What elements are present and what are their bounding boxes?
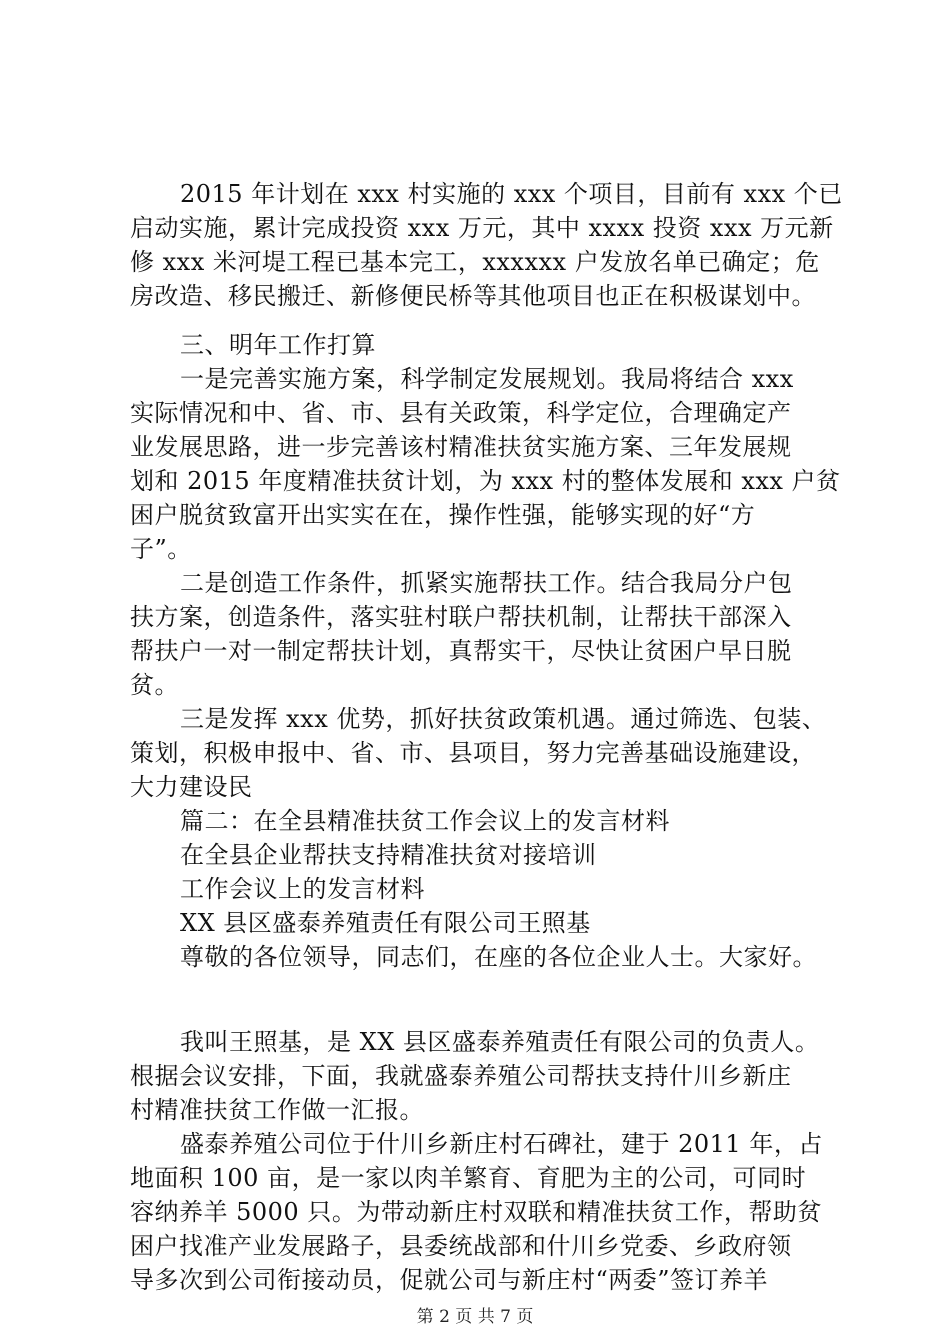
body-text-line: 贫。 <box>130 671 179 699</box>
speaker-line: XX 县区盛泰养殖责任有限公司王照基 <box>180 909 591 937</box>
body-text-line: 帮扶户一对一制定帮扶计划，真帮实干，尽快让贫困户早日脱 <box>130 637 792 665</box>
body-text-line: 房改造、移民搬迁、新修便民桥等其他项目也正在积极谋划中。 <box>130 282 816 310</box>
body-text-line: 地面积 100 亩，是一家以肉羊繁育、育肥为主的公司，可同时 <box>130 1164 807 1192</box>
body-text-line: 2015 年计划在 xxx 村实施的 xxx 个项目，目前有 xxx 个已 <box>180 180 843 208</box>
body-text-line: 一是完善实施方案，科学制定发展规划。我局将结合 xxx <box>180 365 794 393</box>
body-text-line: 子”。 <box>130 535 192 563</box>
body-text-line: 容纳养羊 5000 只。为带动新庄村双联和精准扶贫工作，帮助贫 <box>130 1198 822 1226</box>
greeting-line: 尊敬的各位领导，同志们，在座的各位企业人士。大家好。 <box>180 943 817 971</box>
body-text-line: 策划，积极申报中、省、市、县项目，努力完善基础设施建设， <box>130 739 816 767</box>
page-number-footer: 第 2 页 共 7 页 <box>416 1307 534 1327</box>
body-text-line: 盛泰养殖公司位于什川乡新庄村石碑社，建于 2011 年，占 <box>180 1130 823 1158</box>
body-text-line: 困户找准产业发展路子，县委统战部和什川乡党委、乡政府领 <box>130 1232 792 1260</box>
body-text-line: 困户脱贫致富开出实实在在，操作性强，能够实现的好“方 <box>130 501 756 529</box>
speech-title: 工作会议上的发言材料 <box>180 875 425 903</box>
body-text-line: 大力建设民 <box>130 773 253 801</box>
body-text-line: 导多次到公司衔接动员，促就公司与新庄村“两委”签订养羊 <box>130 1266 769 1294</box>
section-heading: 三、明年工作打算 <box>180 331 376 359</box>
body-text-line: 实际情况和中、省、市、县有关政策，科学定位，合理确定产 <box>130 399 792 427</box>
body-text-line: 修 xxx 米河堤工程已基本完工，xxxxxx 户发放名单已确定；危 <box>130 248 820 276</box>
body-text-line: 启动实施，累计完成投资 xxx 万元，其中 xxxx 投资 xxx 万元新 <box>130 214 834 242</box>
speech-title: 在全县企业帮扶支持精准扶贫对接培训 <box>180 841 597 869</box>
article-heading: 篇二：在全县精准扶贫工作会议上的发言材料 <box>180 807 670 835</box>
body-text-line: 业发展思路，进一步完善该村精准扶贫实施方案、三年发展规 <box>130 433 792 461</box>
body-text-line: 根据会议安排，下面，我就盛泰养殖公司帮扶支持什川乡新庄 <box>130 1062 792 1090</box>
body-text-line: 扶方案，创造条件，落实驻村联户帮扶机制，让帮扶干部深入 <box>130 603 792 631</box>
body-text-line: 划和 2015 年度精准扶贫计划，为 xxx 村的整体发展和 xxx 户贫 <box>130 467 841 495</box>
body-text-line: 三是发挥 xxx 优势，抓好扶贫政策机遇。通过筛选、包装、 <box>180 705 827 733</box>
body-text-line: 我叫王照基，是 XX 县区盛泰养殖责任有限公司的负责人。 <box>180 1028 820 1056</box>
body-text-line: 村精准扶贫工作做一汇报。 <box>130 1096 424 1124</box>
body-text-line: 二是创造工作条件，抓紧实施帮扶工作。结合我局分户包 <box>180 569 793 597</box>
